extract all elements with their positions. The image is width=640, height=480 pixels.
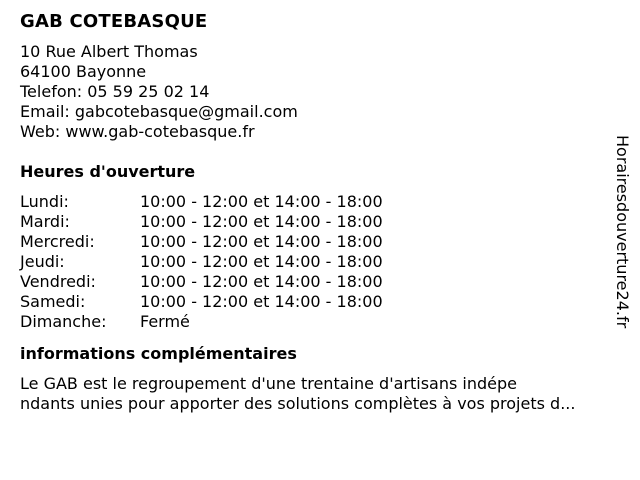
time-value: 10:00 - 12:00 et 14:00 - 18:00 <box>140 272 383 291</box>
time-value: 10:00 - 12:00 et 14:00 - 18:00 <box>140 232 383 251</box>
time-value: 10:00 - 12:00 et 14:00 - 18:00 <box>140 212 383 231</box>
day-label: Vendredi: <box>20 272 96 291</box>
info-line: Le GAB est le regroupement d'une trentaine d'artisans indépe <box>20 374 517 393</box>
day-label: Lundi: <box>20 192 69 211</box>
hours-row-friday <box>20 272 610 292</box>
hours-row-monday <box>20 192 610 212</box>
day-label: Mardi: <box>20 212 70 231</box>
phone-number: Telefon: 05 59 25 02 14 <box>20 82 210 101</box>
time-value: 10:00 - 12:00 et 14:00 - 18:00 <box>140 192 383 211</box>
hours-table <box>20 192 610 332</box>
street-address: 10 Rue Albert Thomas <box>20 42 198 61</box>
day-label: Mercredi: <box>20 232 95 251</box>
address-block <box>20 42 610 142</box>
hours-row-thursday <box>20 252 610 272</box>
hours-row-sunday <box>20 312 610 332</box>
email-address: Email: gabcotebasque@gmail.com <box>20 102 298 121</box>
business-card <box>20 10 610 414</box>
city-address: 64100 Bayonne <box>20 62 147 81</box>
business-name: GAB COTEBASQUE <box>20 11 208 32</box>
info-line: ndants unies pour apporter des solutions complètes à vos projets d... <box>20 394 576 413</box>
info-description <box>20 374 620 414</box>
day-label: Dimanche: <box>20 312 107 331</box>
day-label: Samedi: <box>20 292 86 311</box>
hours-row-wednesday <box>20 232 610 252</box>
time-value: 10:00 - 12:00 et 14:00 - 18:00 <box>140 292 383 311</box>
site-watermark: Horairesdouverture24.fr <box>613 135 632 329</box>
hours-row-tuesday <box>20 212 610 232</box>
day-label: Jeudi: <box>20 252 65 271</box>
hours-title: Heures d'ouverture <box>20 162 196 181</box>
website: Web: www.gab-cotebasque.fr <box>20 122 255 141</box>
time-value: 10:00 - 12:00 et 14:00 - 18:00 <box>140 252 383 271</box>
info-title: informations complémentaires <box>20 344 297 363</box>
hours-row-saturday <box>20 292 610 312</box>
time-value: Fermé <box>140 312 190 331</box>
